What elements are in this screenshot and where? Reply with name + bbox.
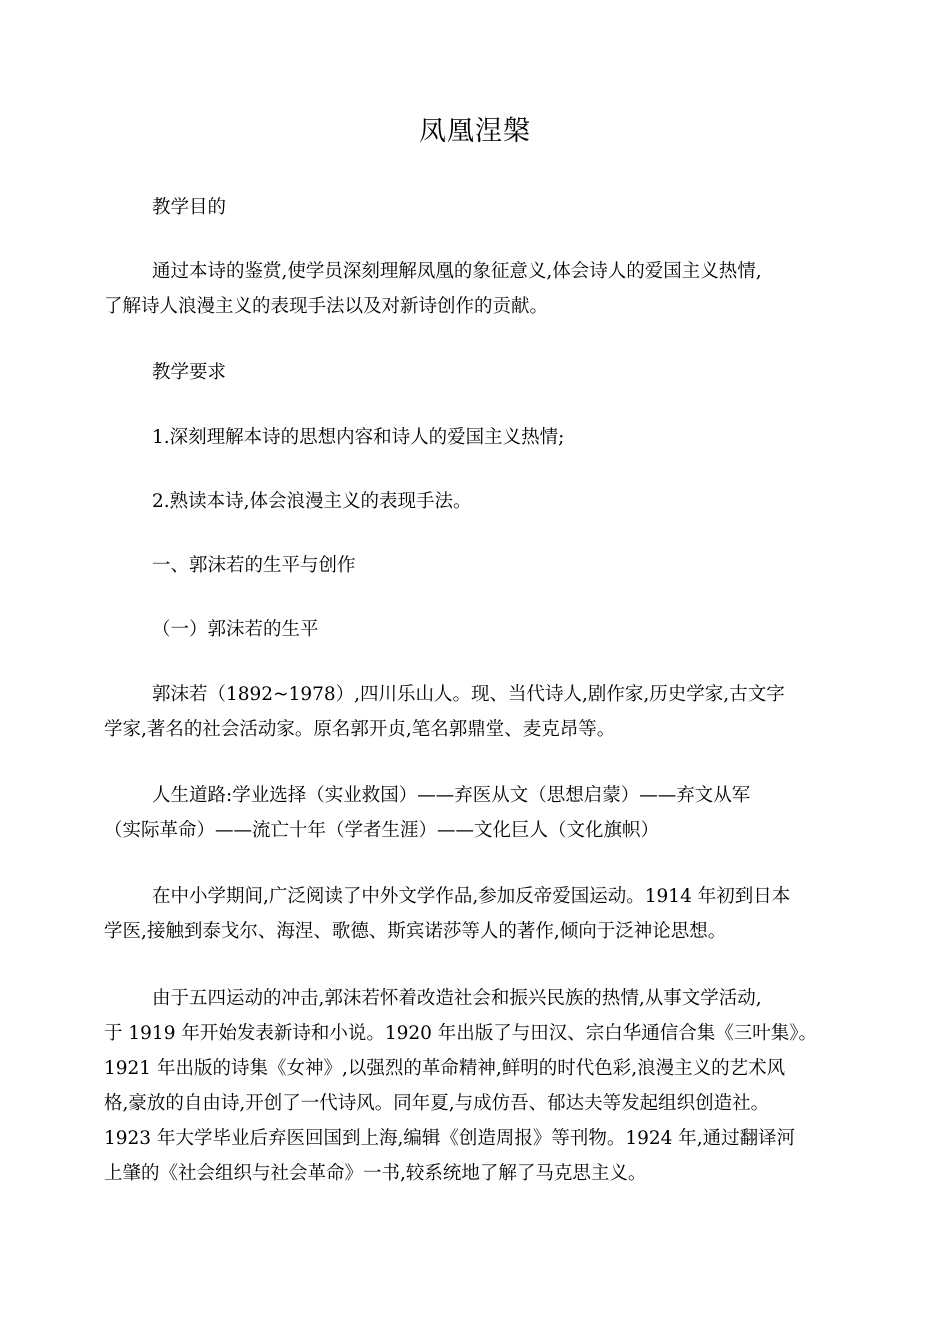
heading-teaching-purpose (104, 190, 864, 225)
text-line: 郭沫若（1892~1978）,四川乐山人。现、当代诗人,剧作家,历史学家,古文字 (152, 684, 785, 705)
requirement-item-1 (104, 420, 864, 455)
text-line: 于 1919 年开始发表新诗和小说。1920 年出版了与田汉、宗白华通信合集《三叶集》。 (104, 1023, 818, 1044)
text-line: 教学要求 (152, 362, 227, 383)
text-line: 在中小学期间,广泛阅读了中外文学作品,参加反帝爱国运动。1914 年初到日本 (152, 886, 791, 907)
text-line: 一、郭沫若的生平与创作 (152, 555, 356, 576)
section-heading-1 (104, 548, 864, 583)
text-line: 1923 年大学毕业后弃医回国到上海,编辑《创造周报》等刊物。1924 年,通过翻译河 (104, 1128, 796, 1149)
paragraph-early-education (104, 879, 864, 949)
paragraph-teaching-purpose (104, 254, 864, 324)
requirement-item-2 (104, 484, 864, 519)
text-line: 1.深刻理解本诗的思想内容和诗人的爱国主义热情; (152, 427, 565, 448)
text-line: 2.熟读本诗,体会浪漫主义的表现手法。 (152, 491, 472, 512)
subsection-heading-1 (104, 612, 864, 647)
paragraph-life-path (104, 778, 864, 848)
paragraph-literary-activity (104, 981, 864, 1191)
text-line: 教学目的 (152, 197, 227, 218)
text-line: 由于五四运动的冲击,郭沫若怀着改造社会和振兴民族的热情,从事文学活动, (152, 988, 762, 1009)
text-line: 学家,著名的社会活动家。原名郭开贞,笔名郭鼎堂、麦克昂等。 (104, 719, 616, 740)
text-line: 1921 年出版的诗集《女神》,以强烈的革命精神,鲜明的时代色彩,浪漫主义的艺术风 (104, 1058, 786, 1079)
text-line: 学医,接触到泰戈尔、海涅、歌德、斯宾诺莎等人的著作,倾向于泛神论思想。 (104, 921, 727, 942)
text-line: 格,豪放的自由诗,开创了一代诗风。同年夏,与成仿吾、郁达夫等发起组织创造社。 (104, 1093, 770, 1114)
text-line: 通过本诗的鉴赏,使学员深刻理解凤凰的象征意义,体会诗人的爱国主义热情, (152, 261, 762, 282)
paragraph-biography (104, 677, 864, 747)
text-line: （一）郭沫若的生平 (152, 619, 319, 640)
text-line: 了解诗人浪漫主义的表现手法以及对新诗创作的贡献。 (104, 296, 549, 317)
document-title: 凤凰涅槃 (419, 116, 531, 147)
text-line: 上肇的《社会组织与社会革命》一书,较系统地了解了马克思主义。 (104, 1163, 647, 1184)
heading-teaching-requirements (104, 355, 864, 390)
text-line: （实际革命）——流亡十年（学者生涯）——文化巨人（文化旗帜） (104, 820, 660, 841)
text-line: 人生道路:学业选择（实业救国）——弃医从文（思想启蒙）——弃文从军 (152, 785, 751, 806)
